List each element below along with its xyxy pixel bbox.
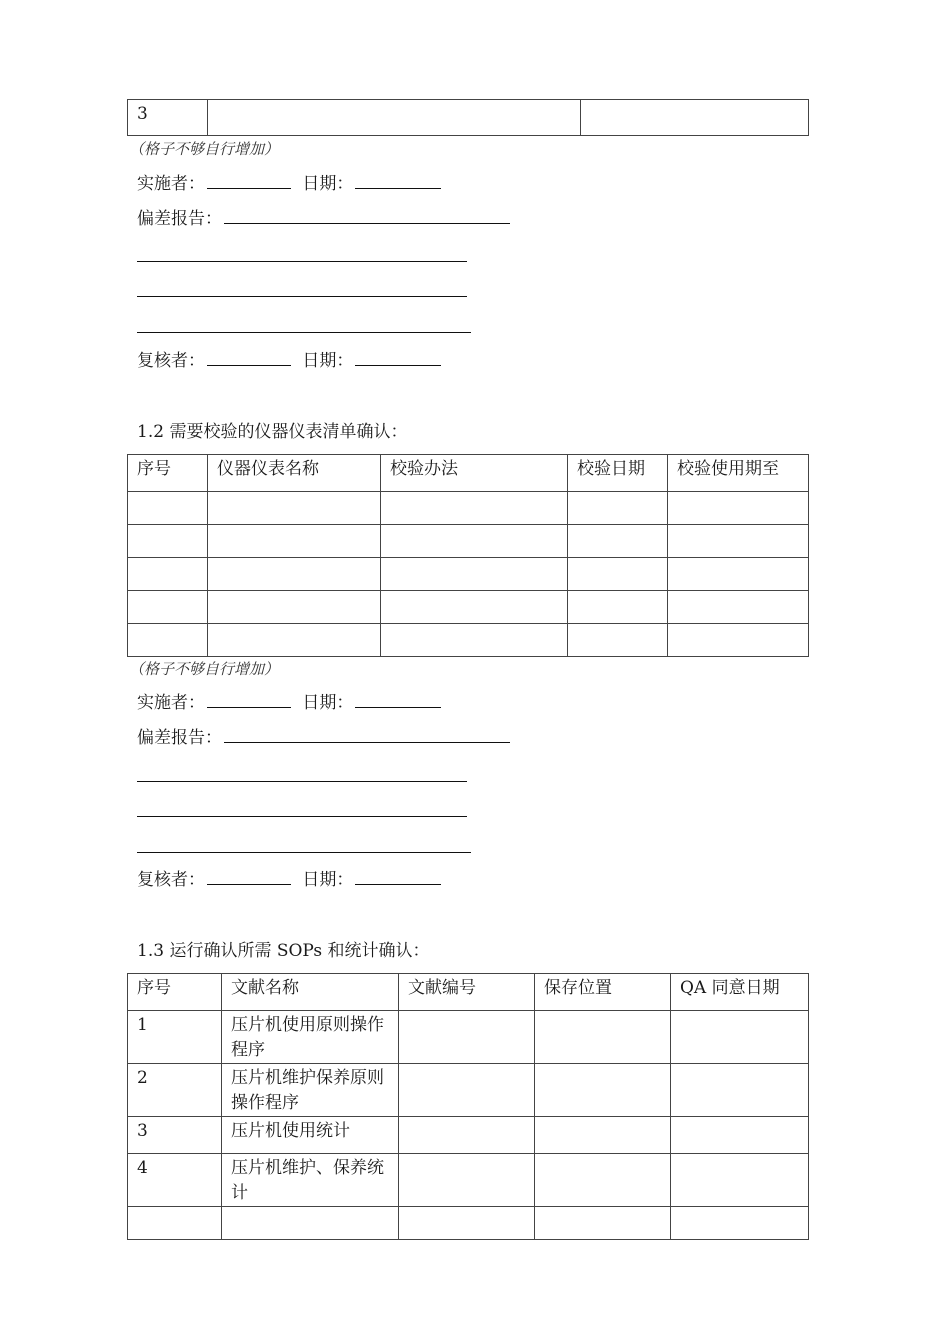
table-row <box>128 492 809 525</box>
deviation-label: 偏差报告： <box>137 728 222 748</box>
reviewer-label: 复核者： <box>137 351 205 371</box>
table-row <box>128 1117 809 1154</box>
deviation-line-3[interactable] <box>137 296 467 297</box>
row-number: 3 <box>128 1117 222 1154</box>
reviewer-blank[interactable] <box>207 868 291 885</box>
table-cell[interactable] <box>535 1011 671 1064</box>
table-row <box>128 624 809 657</box>
row-number: 1 <box>128 1011 222 1064</box>
implementer-blank[interactable] <box>207 691 291 708</box>
document-name: 压片机使用统计 <box>222 1117 399 1154</box>
date-blank[interactable] <box>355 172 441 189</box>
document-name: 压片机使用原则操作程序 <box>222 1011 399 1064</box>
column-header: QA 同意日期 <box>671 974 809 1011</box>
column-header: 序号 <box>128 974 222 1011</box>
table-cell[interactable] <box>668 492 809 525</box>
table-cell[interactable] <box>668 624 809 657</box>
table-cell[interactable] <box>535 1117 671 1154</box>
date-blank[interactable] <box>355 349 441 366</box>
date-blank[interactable] <box>355 691 441 708</box>
column-header: 校验日期 <box>568 455 668 492</box>
table-cell[interactable] <box>381 558 568 591</box>
column-header: 仪器仪表名称 <box>208 455 381 492</box>
deviation-line-4[interactable] <box>137 332 471 333</box>
deviation-line-4[interactable] <box>137 852 471 853</box>
table-row <box>128 525 809 558</box>
table-cell[interactable] <box>668 558 809 591</box>
table-cell[interactable] <box>128 1207 222 1240</box>
table-cell[interactable] <box>128 525 208 558</box>
table-cell[interactable] <box>535 1154 671 1207</box>
table-cell[interactable] <box>671 1207 809 1240</box>
section-1-3-heading: 1.3 运行确认所需 SOPs 和统计确认： <box>137 941 430 961</box>
table-cell[interactable] <box>208 624 381 657</box>
reviewer-label: 复核者： <box>137 870 205 890</box>
section-1-2-heading: 1.2 需要校验的仪器仪表清单确认： <box>137 422 408 442</box>
table-cell[interactable] <box>128 492 208 525</box>
sop-table <box>127 973 809 1240</box>
column-header: 文献编号 <box>399 974 535 1011</box>
row-number: 2 <box>128 1064 222 1117</box>
deviation-line <box>137 726 510 750</box>
table-row <box>128 1011 809 1064</box>
table-cell[interactable] <box>208 591 381 624</box>
table-cell[interactable] <box>128 591 208 624</box>
reviewer-blank[interactable] <box>207 349 291 366</box>
deviation-line <box>137 207 510 231</box>
table-cell[interactable] <box>128 624 208 657</box>
column-header: 保存位置 <box>535 974 671 1011</box>
table-cell: 3 <box>128 100 208 136</box>
table-cell[interactable] <box>399 1207 535 1240</box>
table-cell[interactable] <box>568 558 668 591</box>
implementer-blank[interactable] <box>207 172 291 189</box>
table-cell[interactable] <box>399 1011 535 1064</box>
table-cell[interactable] <box>671 1154 809 1207</box>
column-header: 序号 <box>128 455 208 492</box>
date-label: 日期： <box>302 693 354 713</box>
column-header: 校验使用期至 <box>668 455 809 492</box>
table-cell[interactable] <box>399 1064 535 1117</box>
table-row <box>128 558 809 591</box>
table-cell[interactable] <box>208 492 381 525</box>
table-cell[interactable] <box>208 525 381 558</box>
reviewer-line <box>137 349 441 373</box>
table-row <box>128 591 809 624</box>
table-cell[interactable] <box>399 1154 535 1207</box>
deviation-line-2[interactable] <box>137 261 467 262</box>
table-header-row <box>128 974 809 1011</box>
deviation-line-3[interactable] <box>137 816 467 817</box>
table-cell[interactable] <box>568 624 668 657</box>
implementer-line <box>137 172 441 196</box>
date-label: 日期： <box>302 870 354 890</box>
row-number: 4 <box>128 1154 222 1207</box>
date-label: 日期： <box>302 174 354 194</box>
table-cell[interactable] <box>535 1207 671 1240</box>
table-cell[interactable] <box>381 591 568 624</box>
table-header-row <box>128 455 809 492</box>
table-cell[interactable] <box>668 591 809 624</box>
table-cell[interactable] <box>381 492 568 525</box>
table-cell[interactable] <box>568 525 668 558</box>
table-cell[interactable] <box>671 1011 809 1064</box>
date-label: 日期： <box>302 351 354 371</box>
implementer-label: 实施者： <box>137 693 205 713</box>
table-cell[interactable] <box>128 558 208 591</box>
deviation-blank[interactable] <box>224 207 510 224</box>
table-cell[interactable] <box>381 624 568 657</box>
table-row <box>128 1154 809 1207</box>
table-cell <box>581 100 809 136</box>
table-cell[interactable] <box>535 1064 671 1117</box>
top-table <box>127 99 809 136</box>
table-cell[interactable] <box>668 525 809 558</box>
table-cell[interactable] <box>399 1117 535 1154</box>
deviation-blank[interactable] <box>224 726 510 743</box>
note-add-rows: （格子不够自行增加） <box>129 660 280 678</box>
column-header: 文献名称 <box>222 974 399 1011</box>
implementer-label: 实施者： <box>137 174 205 194</box>
column-header: 校验办法 <box>381 455 568 492</box>
note-add-rows: （格子不够自行增加） <box>129 140 280 158</box>
document-name: 压片机维护保养原则操作程序 <box>222 1064 399 1117</box>
table-cell[interactable] <box>222 1207 399 1240</box>
table-cell <box>208 100 581 136</box>
table-cell[interactable] <box>208 558 381 591</box>
document-name: 压片机维护、保养统计 <box>222 1154 399 1207</box>
table-cell[interactable] <box>671 1064 809 1117</box>
table-cell[interactable] <box>568 492 668 525</box>
deviation-line-2[interactable] <box>137 781 467 782</box>
implementer-line <box>137 691 441 715</box>
table-row <box>128 1207 809 1240</box>
table-cell[interactable] <box>671 1117 809 1154</box>
instrument-table <box>127 454 809 657</box>
date-blank[interactable] <box>355 868 441 885</box>
reviewer-line <box>137 868 441 892</box>
deviation-label: 偏差报告： <box>137 209 222 229</box>
table-row <box>128 1064 809 1117</box>
table-cell[interactable] <box>568 591 668 624</box>
table-cell[interactable] <box>381 525 568 558</box>
